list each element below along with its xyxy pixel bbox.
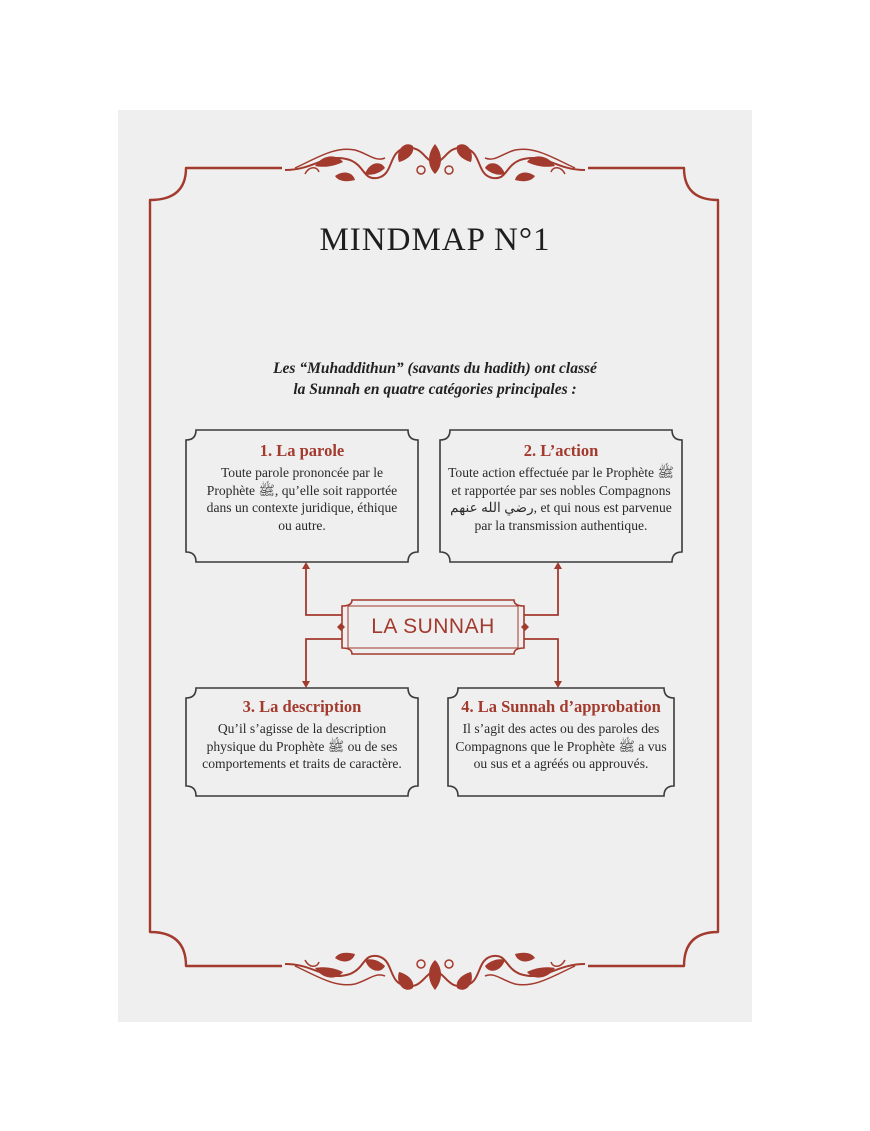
page-title: MINDMAP N°1 bbox=[319, 222, 551, 258]
category-box-approbation bbox=[452, 697, 670, 773]
category-title: 3. La description bbox=[242, 697, 362, 716]
category-box-parole bbox=[200, 441, 404, 534]
category-title: 4. La Sunnah d’approbation bbox=[461, 697, 661, 716]
intro-line-2: la Sunnah en quatre catégories principales : bbox=[293, 381, 577, 398]
intro-text bbox=[0, 358, 870, 400]
category-description: Toute action effectuée par le Prophète ﷺ et rapportée par ses nobles Compagnons رضي الله عنهم, et qui nous est parvenue par la transmission authentique. bbox=[448, 465, 674, 533]
category-description: Qu’il s’agisse de la description physique du Prophète ﷺ ou de ses comportements et traits de caractère. bbox=[202, 721, 402, 771]
category-title: 2. L’action bbox=[523, 441, 599, 460]
center-node-sunnah: LA SUNNAH bbox=[371, 615, 495, 638]
category-box-description bbox=[194, 697, 410, 773]
intro-line-1: Les “Muhaddithun” (savants du hadith) ont classé bbox=[273, 360, 597, 377]
category-title: 1. La parole bbox=[259, 441, 345, 460]
category-description: Toute parole prononcée par le Prophète ﷺ, qu’elle soit rapportée dans un contexte juridique, éthique ou autre. bbox=[206, 465, 398, 533]
category-box-action bbox=[448, 441, 674, 534]
category-description: Il s’agit des actes ou des paroles des Compagnons que le Prophète ﷺ a vus ou sus et a agréés ou approuvés. bbox=[455, 721, 667, 771]
